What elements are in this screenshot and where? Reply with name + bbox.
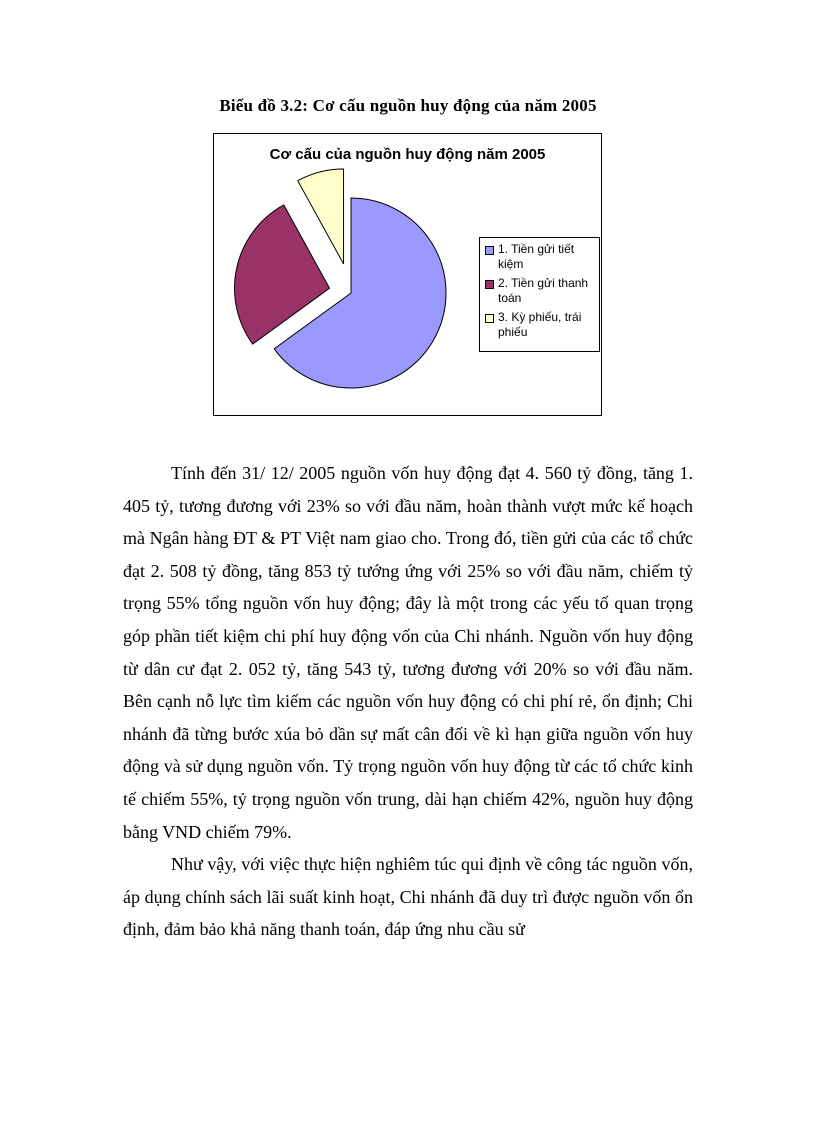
- legend-label: 2. Tiền gửi thanh toán: [498, 276, 589, 305]
- chart-legend: [479, 237, 600, 352]
- chart-title: Cơ cấu của nguồn huy động năm 2005: [269, 146, 546, 163]
- legend-item-tiet-kiem: [485, 242, 596, 272]
- legend-swatch: [485, 280, 494, 289]
- legend-swatch: [485, 314, 494, 323]
- body-text: [123, 457, 693, 946]
- legend-item-ky-phieu: [485, 310, 596, 340]
- paragraph-2: Như vậy, với việc thực hiện nghiêm túc qui định về công tác nguồn vốn, áp dụng chính sách lãi suất kinh hoạt, Chi nhánh đã duy trì được nguồn vốn ổn định, đảm bảo khả năng thanh toán, đáp ứng nhu cầu sử: [123, 854, 693, 940]
- paragraph-1: Tính đến 31/ 12/ 2005 nguồn vốn huy động đạt 4. 560 tỷ đồng, tăng 1. 405 tỷ, tương đương với 23% so với đầu năm, hoàn thành vượt mức kế hoạch mà Ngân hàng ĐT & PT Việt nam giao cho. Trong đó, tiền gửi của các tổ chức đạt 2. 508 tỷ đồng, tăng 853 tỷ tướng ứng với 25% so với đầu năm, chiếm tỷ trọng 55% tổng nguồn vốn huy động; đây là một trong các yếu tố quan trọng góp phần tiết kiệm chi phí huy động vốn của Chi nhánh. Nguồn vốn huy động từ dân cư đạt 2. 052 tỷ, tăng 543 tỷ, tương đương với 20% so với đầu năm. Bên cạnh nỗ lực tìm kiếm các nguồn vốn huy động có chi phí rẻ, ổn định; Chi nhánh đã từng bước xúa bỏ dần sự mất cân đối về kì hạn giữa nguồn vốn huy động và sử dụng nguồn vốn. Tỷ trọng nguồn vốn huy động từ các tổ chức kinh tế chiếm 55%, tỷ trọng nguồn vốn trung, dài hạn chiếm 42%, nguồn huy động bằng VND chiếm 79%.: [123, 463, 693, 842]
- legend-item-thanh-toan: [485, 276, 596, 306]
- pie-chart: [213, 133, 602, 416]
- legend-label: 3. Kỳ phiếu, trái phiếu: [498, 310, 582, 339]
- legend-swatch: [485, 246, 494, 255]
- legend-label: 1. Tiền gửi tiết kiệm: [498, 242, 575, 271]
- figure-caption: Biểu đồ 3.2: Cơ cấu nguồn huy động của năm 2005: [219, 96, 597, 115]
